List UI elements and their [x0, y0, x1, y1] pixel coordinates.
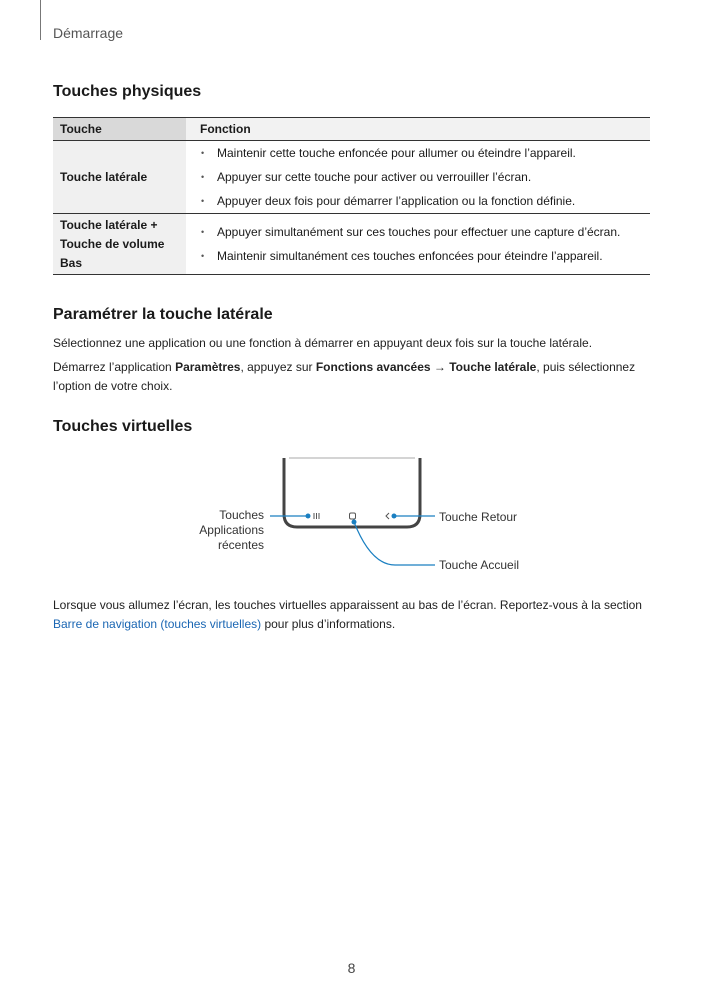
column-header-function: Fonction: [186, 118, 650, 141]
list-item: • Appuyer sur cette touche pour activer ou verrouiller l’écran.: [200, 165, 650, 189]
key-name: Touche latérale: [53, 141, 186, 214]
home-key-label: Touche Accueil: [439, 558, 520, 572]
section-header: Démarrage: [53, 25, 124, 41]
side-key-title: Paramétrer la touche latérale: [53, 306, 273, 323]
callout-home: [352, 520, 436, 566]
column-header-key: Touche: [53, 118, 186, 141]
list-item: • Maintenir simultanément ces touches enfoncées pour éteindre l’appareil.: [200, 244, 650, 268]
label-line: Touches: [219, 508, 264, 522]
arrow-glyph: →: [430, 360, 450, 374]
virtual-keys-title: Touches virtuelles: [53, 418, 193, 435]
text-run: , puis sélectionnez l’option de votre choix.: [53, 360, 636, 393]
back-icon: [386, 513, 389, 519]
key-name: Touche latérale + Touche de volume Bas: [53, 214, 186, 275]
page-number: 8: [347, 960, 356, 976]
list-item: • Appuyer simultanément sur ces touches pour effectuer une capture d’écran.: [200, 220, 650, 244]
physical-keys-title: Touches physiques: [53, 83, 202, 100]
recent-apps-icon: [314, 513, 319, 519]
virtual-keys-paragraph: [53, 596, 653, 634]
phone-outline: [284, 458, 420, 527]
table-row: [53, 214, 650, 275]
text-run: pour plus d’informations.: [261, 617, 396, 631]
side-key-paragraph-1: Sélectionnez une application ou une fonction à démarrer en appuyant deux fois sur la touche latérale.: [53, 336, 593, 350]
keys-table: [53, 117, 650, 275]
callout-back: [392, 514, 436, 519]
text-run: , appuyez sur: [240, 360, 316, 374]
back-key-label: Touche Retour: [439, 510, 518, 524]
function-list: [186, 214, 650, 275]
side-key-option: Touche latérale: [449, 360, 537, 374]
label-line: récentes: [217, 538, 264, 552]
recent-apps-label: [164, 508, 264, 553]
list-item: • Maintenir cette touche enfoncée pour allumer ou éteindre l’appareil.: [200, 141, 650, 165]
navigation-bar-link[interactable]: Barre de navigation (touches virtuelles): [53, 617, 262, 631]
header-rule: [40, 0, 41, 40]
text-run: Démarrez l’application: [53, 360, 176, 374]
side-key-paragraph-2: [53, 358, 653, 396]
callout-recent-apps: [270, 514, 311, 519]
advanced-features-menu: Fonctions avancées: [315, 360, 431, 374]
function-list: [186, 141, 650, 214]
table-row: [53, 141, 650, 214]
home-icon: [350, 513, 356, 519]
label-line: Applications: [199, 523, 264, 537]
settings-app-name: Paramètres: [175, 360, 241, 374]
text-run: Lorsque vous allumez l’écran, les touches virtuelles apparaissent au bas de l’écran. Reportez-vous à la section: [53, 598, 642, 612]
list-item: • Appuyer deux fois pour démarrer l’application ou la fonction définie.: [200, 189, 650, 213]
